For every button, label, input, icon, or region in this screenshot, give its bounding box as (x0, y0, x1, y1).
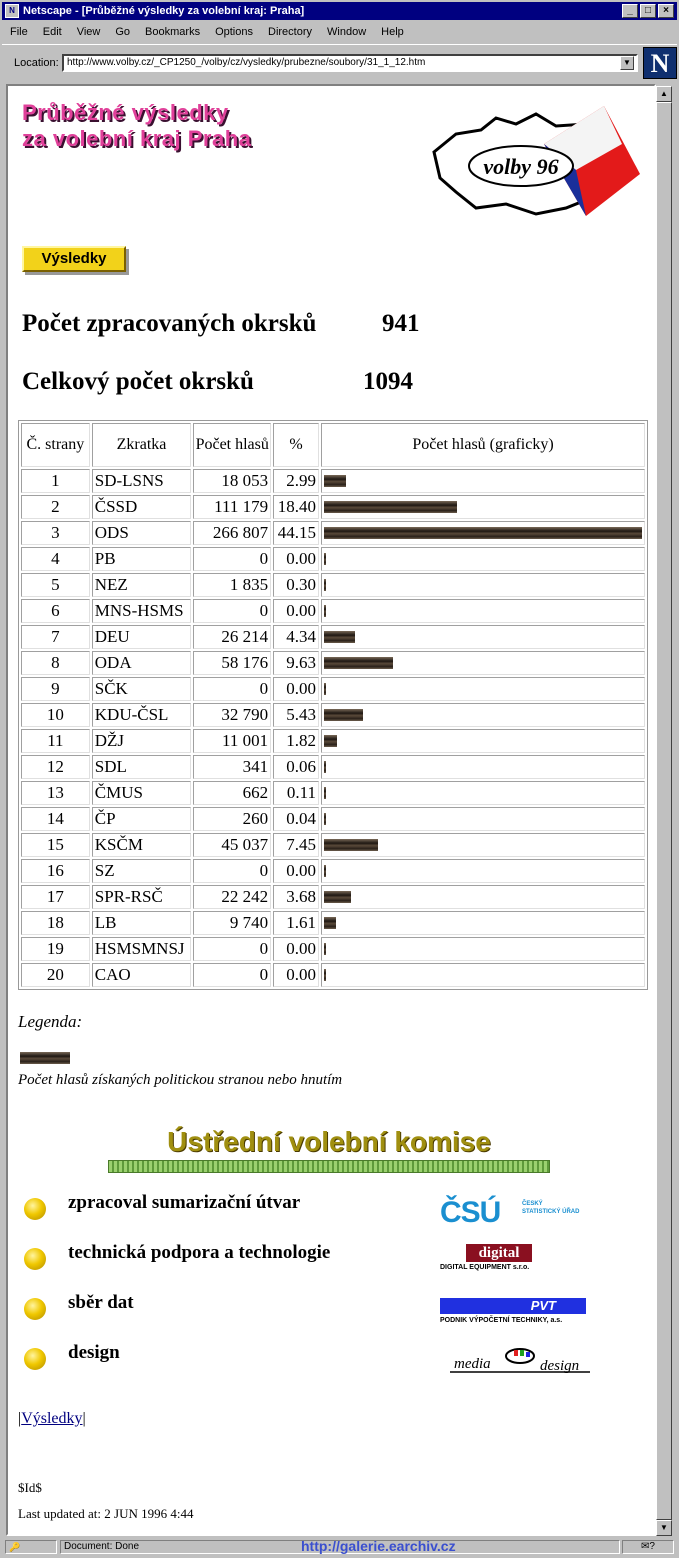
table-header-row (21, 423, 645, 467)
party-votes-graph (321, 963, 645, 987)
vote-bar (324, 761, 326, 773)
party-percent: 0.00 (273, 547, 319, 571)
party-votes: 260 (193, 807, 271, 831)
vote-bar (324, 735, 337, 747)
vote-bar (324, 969, 326, 981)
party-votes-graph (321, 651, 645, 675)
party-percent: 0.00 (273, 963, 319, 987)
party-votes-graph (321, 495, 645, 519)
menu-help[interactable]: Help (381, 26, 404, 38)
header-votes-graph: Počet hlasů (graficky) (321, 423, 645, 467)
party-votes: 45 037 (193, 833, 271, 857)
menu-view[interactable]: View (76, 26, 101, 38)
party-abbreviation: HSMSMNSJ (92, 937, 192, 961)
party-votes: 0 (193, 547, 271, 571)
menu-file[interactable]: File (10, 26, 28, 38)
party-percent: 0.04 (273, 807, 319, 831)
party-votes-graph (321, 885, 645, 909)
party-percent: 0.11 (273, 781, 319, 805)
party-number: 20 (21, 963, 90, 987)
party-votes-graph (321, 833, 645, 857)
party-votes: 26 214 (193, 625, 271, 649)
party-votes-graph (321, 755, 645, 779)
pvt-logo[interactable] (440, 1298, 600, 1324)
party-votes-graph (321, 573, 645, 597)
party-votes: 58 176 (193, 651, 271, 675)
party-abbreviation: NEZ (92, 573, 192, 597)
party-number: 1 (21, 469, 90, 493)
table-row (21, 573, 645, 597)
party-percent: 18.40 (273, 495, 319, 519)
location-dropdown-icon[interactable]: ▼ (620, 56, 634, 70)
vote-bar (324, 839, 378, 851)
party-number: 3 (21, 521, 90, 545)
scroll-up-icon[interactable]: ▲ (656, 86, 672, 102)
party-votes: 0 (193, 599, 271, 623)
credit-label: technická podpora a technologie (68, 1242, 331, 1263)
credit-label: zpracoval sumarizační útvar (68, 1192, 301, 1213)
footer-id: $Id$ (18, 1480, 42, 1495)
legend-text: Počet hlasů získaných politickou stranou nebo hnutím (18, 1072, 343, 1088)
menu-window[interactable]: Window (327, 26, 367, 38)
party-number: 12 (21, 755, 90, 779)
party-votes-graph (321, 521, 645, 545)
vertical-scrollbar[interactable] (656, 86, 672, 1536)
status-text (60, 1540, 620, 1554)
menu-bar (2, 22, 677, 42)
party-votes: 1 835 (193, 573, 271, 597)
bullet-icon (24, 1198, 46, 1220)
header-votes: Počet hlasů (193, 423, 271, 467)
party-votes: 11 001 (193, 729, 271, 753)
vote-bar (324, 605, 326, 617)
header-abbreviation: Zkratka (92, 423, 192, 467)
party-number: 17 (21, 885, 90, 909)
netscape-logo-icon[interactable]: N (643, 47, 677, 79)
table-row (21, 521, 645, 545)
party-number: 8 (21, 651, 90, 675)
party-number: 18 (21, 911, 90, 935)
party-abbreviation: DŽJ (92, 729, 192, 753)
party-percent: 44.15 (273, 521, 319, 545)
table-row (21, 937, 645, 961)
party-percent: 5.43 (273, 703, 319, 727)
party-votes-graph (321, 911, 645, 935)
netscape-page-icon[interactable]: N (5, 4, 19, 18)
party-percent: 2.99 (273, 469, 319, 493)
media-design-logo[interactable] (440, 1344, 600, 1380)
party-abbreviation: LB (92, 911, 192, 935)
vote-bar (324, 813, 326, 825)
vote-bar (324, 657, 393, 669)
volby-logo-text: volby 96 (483, 154, 559, 179)
mail-icon[interactable]: ✉? (622, 1540, 674, 1554)
party-percent: 0.00 (273, 677, 319, 701)
design-logo-text: design (540, 1358, 580, 1374)
pvt-logo-subtitle: PODNIK VÝPOČETNÍ TECHNIKY, a.s. (440, 1317, 563, 1324)
table-row (21, 807, 645, 831)
menu-bookmarks[interactable]: Bookmarks (145, 26, 201, 38)
status-bar (2, 1538, 677, 1556)
vote-bar (324, 917, 336, 929)
vote-bar (324, 631, 355, 643)
location-input[interactable] (62, 54, 638, 72)
table-row (21, 547, 645, 571)
party-abbreviation: KSČM (92, 833, 192, 857)
close-button[interactable]: × (658, 4, 674, 18)
commission-divider (108, 1160, 550, 1173)
menu-options[interactable]: Options (215, 26, 253, 38)
party-votes: 266 807 (193, 521, 271, 545)
menu-directory[interactable]: Directory (268, 26, 313, 38)
party-abbreviation: SPR-RSČ (92, 885, 192, 909)
location-url: http://www.volby.cz/_CP1250_/volby/cz/vysledky/prubezne/soubory/31_1_12.htm (67, 57, 426, 68)
window-title: Netscape - [Průběžné výsledky za volební kraj: Praha] (23, 5, 305, 17)
maximize-button[interactable]: □ (640, 4, 656, 18)
party-votes-graph (321, 937, 645, 961)
results-table (18, 420, 648, 990)
party-percent: 1.61 (273, 911, 319, 935)
party-percent: 7.45 (273, 833, 319, 857)
table-row (21, 833, 645, 857)
party-percent: 4.34 (273, 625, 319, 649)
party-percent: 3.68 (273, 885, 319, 909)
party-abbreviation: SDL (92, 755, 192, 779)
legend-title: Legenda: (18, 1012, 83, 1031)
total-value: 1094 (363, 368, 413, 395)
party-number: 9 (21, 677, 90, 701)
table-row (21, 625, 645, 649)
table-row (21, 599, 645, 623)
table-row (21, 755, 645, 779)
vote-bar (324, 943, 326, 955)
vote-bar (324, 709, 363, 721)
table-row (21, 911, 645, 935)
party-votes: 18 053 (193, 469, 271, 493)
table-row (21, 781, 645, 805)
vote-bar (324, 865, 326, 877)
bullet-icon (24, 1248, 46, 1270)
party-number: 19 (21, 937, 90, 961)
vote-bar (324, 891, 351, 903)
menu-edit[interactable]: Edit (42, 26, 62, 38)
processed-value: 941 (382, 310, 420, 337)
party-abbreviation: ČMUS (92, 781, 192, 805)
party-abbreviation: ČSSD (92, 495, 192, 519)
table-row (21, 495, 645, 519)
csu-logo-text: ČSÚ (440, 1196, 501, 1229)
party-votes-graph (321, 703, 645, 727)
header-percent: % (273, 423, 319, 467)
party-abbreviation: SZ (92, 859, 192, 883)
party-number: 6 (21, 599, 90, 623)
party-votes-graph (321, 807, 645, 831)
party-votes: 0 (193, 677, 271, 701)
volby-96-logo (426, 104, 646, 224)
footer-results-link: |Výsledky| (18, 1410, 86, 1427)
media-logo-text: media (454, 1356, 491, 1372)
vote-bar (324, 501, 457, 513)
party-votes: 0 (193, 963, 271, 987)
party-number: 7 (21, 625, 90, 649)
party-votes: 662 (193, 781, 271, 805)
commission-banner (108, 1126, 550, 1173)
party-votes-graph (321, 677, 645, 701)
credit-label: sběr dat (68, 1292, 134, 1313)
location-label: Location: (14, 57, 59, 69)
party-votes-graph (321, 625, 645, 649)
party-abbreviation: SČK (92, 677, 192, 701)
party-abbreviation: SD-LSNS (92, 469, 192, 493)
party-percent: 0.00 (273, 599, 319, 623)
party-abbreviation: KDU-ČSL (92, 703, 192, 727)
party-number: 13 (21, 781, 90, 805)
scroll-thumb[interactable] (656, 102, 672, 1520)
location-bar (2, 44, 677, 82)
processed-label: Počet zpracovaných okrsků (22, 310, 317, 337)
table-row (21, 885, 645, 909)
title-bar (2, 2, 677, 20)
party-votes: 22 242 (193, 885, 271, 909)
table-row (21, 859, 645, 883)
bullet-icon (24, 1298, 46, 1320)
party-number: 4 (21, 547, 90, 571)
table-row (21, 469, 645, 493)
csu-logo-subtitle: ČESKÝ STATISTICKÝ ÚŘAD (522, 1201, 580, 1215)
party-number: 10 (21, 703, 90, 727)
party-abbreviation: CAO (92, 963, 192, 987)
table-row (21, 677, 645, 701)
table-row (21, 963, 645, 987)
party-abbreviation: MNS-HSMS (92, 599, 192, 623)
page-content (6, 84, 656, 1536)
security-key-icon[interactable]: 🔑 (5, 1540, 57, 1554)
party-number: 16 (21, 859, 90, 883)
party-votes-graph (321, 859, 645, 883)
menu-go[interactable]: Go (115, 26, 131, 38)
vote-bar (324, 553, 326, 565)
party-votes-graph (321, 599, 645, 623)
vote-bar (324, 683, 326, 695)
page-title: Průběžné výsledky za volební kraj Praha (22, 100, 252, 151)
vote-bar (324, 527, 642, 539)
credit-label: design (68, 1342, 120, 1363)
party-abbreviation: ODS (92, 521, 192, 545)
party-votes: 111 179 (193, 495, 271, 519)
status-doc-text: Document: Done (64, 1541, 140, 1552)
party-votes: 341 (193, 755, 271, 779)
legend-bar-sample (20, 1052, 70, 1064)
csu-logo[interactable] (440, 1196, 580, 1230)
table-body (21, 469, 645, 987)
party-abbreviation: PB (92, 547, 192, 571)
party-percent: 0.00 (273, 937, 319, 961)
party-abbreviation: DEU (92, 625, 192, 649)
party-number: 15 (21, 833, 90, 857)
party-percent: 9.63 (273, 651, 319, 675)
party-percent: 0.00 (273, 859, 319, 883)
minimize-button[interactable]: _ (622, 4, 638, 18)
party-votes: 0 (193, 859, 271, 883)
party-percent: 0.06 (273, 755, 319, 779)
total-precincts (22, 368, 413, 396)
party-votes-graph (321, 547, 645, 571)
digital-logo-subtitle: DIGITAL EQUIPMENT s.r.o. (440, 1264, 530, 1271)
scroll-down-icon[interactable]: ▼ (656, 1520, 672, 1536)
table-row (21, 651, 645, 675)
party-votes: 32 790 (193, 703, 271, 727)
table-row (21, 703, 645, 727)
party-votes-graph (321, 781, 645, 805)
party-percent: 1.82 (273, 729, 319, 753)
party-number: 5 (21, 573, 90, 597)
watermark-text: http://galerie.earchiv.cz (301, 1538, 456, 1554)
party-number: 11 (21, 729, 90, 753)
party-number: 14 (21, 807, 90, 831)
pvt-logo-text: PVT (440, 1298, 586, 1314)
party-abbreviation: ODA (92, 651, 192, 675)
vote-bar (324, 475, 346, 487)
party-votes-graph (321, 729, 645, 753)
vote-bar (324, 787, 326, 799)
total-label: Celkový počet okrsků (22, 368, 254, 395)
header-party-number: Č. strany (21, 423, 90, 467)
vote-bar (324, 579, 326, 591)
party-abbreviation: ČP (92, 807, 192, 831)
party-number: 2 (21, 495, 90, 519)
party-votes: 9 740 (193, 911, 271, 935)
processed-precincts (22, 310, 420, 338)
party-percent: 0.30 (273, 573, 319, 597)
digital-logo-text: digital (466, 1244, 532, 1262)
table-row (21, 729, 645, 753)
results-button[interactable]: Výsledky (22, 246, 126, 272)
bullet-icon (24, 1348, 46, 1370)
party-votes-graph (321, 469, 645, 493)
commission-title: Ústřední volební komise (167, 1126, 491, 1157)
footer-updated: Last updated at: 2 JUN 1996 4:44 (18, 1506, 194, 1521)
party-votes: 0 (193, 937, 271, 961)
results-link[interactable]: Výsledky (21, 1410, 83, 1427)
digital-logo[interactable] (440, 1244, 580, 1271)
